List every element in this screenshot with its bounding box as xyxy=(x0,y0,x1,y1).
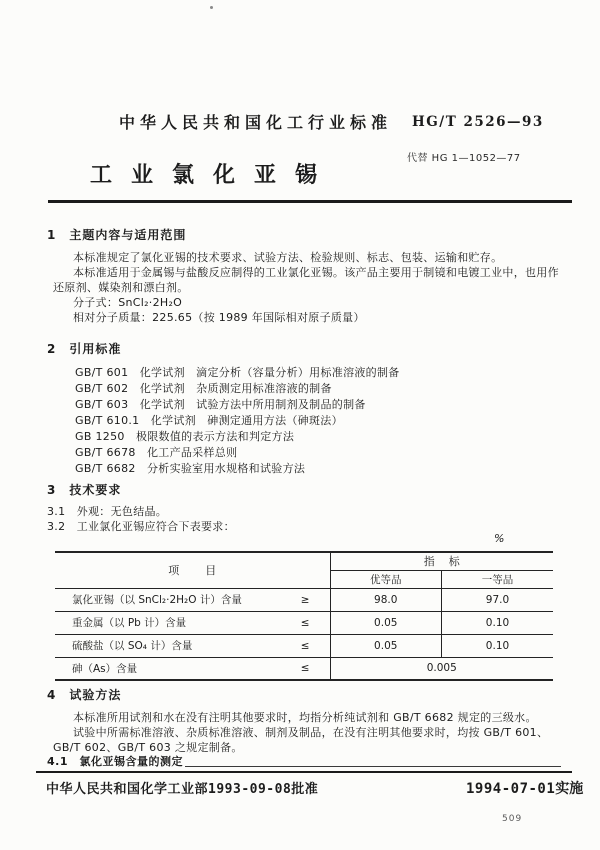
footer-upper-rule xyxy=(185,766,561,767)
row-operator: ≤ xyxy=(300,616,310,629)
section4-heading: 4 试验方法 xyxy=(47,688,122,702)
section4-para1: 本标准所用试剂和水在没有注明其他要求时，均指分析纯试剂和 GB/T 6682 规定的三级水。 xyxy=(73,711,537,724)
row-operator: ≤ xyxy=(300,639,310,652)
row-label-text: 砷（As）含量 xyxy=(72,662,138,675)
row-label-text: 重金属（以 Pb 计）含量 xyxy=(72,617,187,629)
row-operator: ≥ xyxy=(300,593,310,606)
header-rule xyxy=(48,200,572,203)
table-row-label xyxy=(55,657,330,680)
section4-sub-heading: 4.1 氯化亚锡含量的测定 xyxy=(47,755,183,768)
document-title: 工业氯化亚锡 xyxy=(90,163,337,188)
reference-item: GB/T 601 化学试剂 滴定分析（容量分析）用标准溶液的制备 xyxy=(75,366,400,379)
row-operator: ≤ xyxy=(300,662,310,675)
table-cell-first: 0.10 xyxy=(442,634,554,657)
reference-item: GB/T 6678 化工产品采样总则 xyxy=(75,446,238,459)
section1-para2-line2: 还原剂、媒染剂和漂白剂。 xyxy=(53,281,189,294)
section3-heading: 3 技术要求 xyxy=(47,483,122,497)
table-cell-superior: 0.05 xyxy=(330,611,442,634)
reference-item: GB 1250 极限数值的表示方法和判定方法 xyxy=(75,430,295,443)
section4-para2-line1: 试验中所需标准溶液、杂质标准溶液、制剂及制品，在没有注明其他要求时，均按 GB/T 601、 xyxy=(73,726,549,739)
table-row-label xyxy=(55,634,330,657)
section2-heading: 2 引用标准 xyxy=(47,342,122,356)
row-label-text: 硫酸盐（以 SO₄ 计）含量 xyxy=(72,640,193,652)
standard-category: 中华人民共和国化工行业标准 xyxy=(119,113,393,132)
footer-approval xyxy=(46,778,318,797)
table-cell-superior: 0.05 xyxy=(330,634,442,657)
section3-item31: 3.1 外观：无色结晶。 xyxy=(47,505,168,518)
table-header-item: 项目 xyxy=(55,552,330,588)
section1-para2-line1: 本标准适用于金属锡与盐酸反应制得的工业氯化亚锡。该产品主要用于制镜和电镀工业中，也用作 xyxy=(73,266,559,279)
row-label-text: 氯化亚锡（以 SnCl₂·2H₂O 计）含量 xyxy=(72,594,242,606)
approval-date: 1993-09-08 xyxy=(208,782,292,797)
table-cell-span-value: 0.005 xyxy=(330,657,553,680)
replaces-note: 代替 HG 1—1052—77 xyxy=(407,153,521,164)
table-cell-first: 97.0 xyxy=(442,588,554,611)
table-cell-first: 0.10 xyxy=(442,611,554,634)
table-row-label xyxy=(55,588,330,611)
section1-para1: 本标准规定了氯化亚锡的技术要求、试验方法、检验规则、标志、包装、运输和贮存。 xyxy=(73,251,503,264)
approval-suffix: 批准 xyxy=(291,782,319,797)
page-number: 509 xyxy=(502,814,523,824)
standard-code: HG/T 2526—93 xyxy=(412,114,544,130)
molecular-formula: 分子式：SnCl₂·2H₂O xyxy=(73,296,183,309)
footer-rule xyxy=(36,771,572,773)
table-unit-percent: % xyxy=(494,532,505,545)
section4-para2-line2: GB/T 602、GB/T 603 之规定制备。 xyxy=(53,741,243,754)
section1-heading: 1 主题内容与适用范围 xyxy=(47,228,187,242)
implementation-suffix: 实施 xyxy=(555,781,584,797)
table-row-label xyxy=(55,611,330,634)
requirements-table xyxy=(55,551,553,681)
table-header-superior-grade: 优等品 xyxy=(330,570,442,588)
reference-item: GB/T 610.1 化学试剂 砷测定通用方法（砷斑法） xyxy=(75,414,343,427)
reference-item: GB/T 6682 分析实验室用水规格和试验方法 xyxy=(75,462,306,475)
reference-item: GB/T 602 化学试剂 杂质测定用标准溶液的制备 xyxy=(75,382,332,395)
table-cell-superior: 98.0 xyxy=(330,588,442,611)
table-header-first-grade: 一等品 xyxy=(442,570,554,588)
table-header-index: 指标 xyxy=(423,555,474,569)
scan-artifact-dot xyxy=(210,6,213,9)
approval-org: 中华人民共和国化学工业部 xyxy=(46,782,209,797)
footer-implementation xyxy=(466,778,583,798)
reference-item: GB/T 603 化学试剂 试验方法中所用制剂及制品的制备 xyxy=(75,398,366,411)
section3-item32: 3.2 工业氯化亚锡应符合下表要求： xyxy=(47,520,235,533)
molar-mass: 相对分子质量：225.65（按 1989 年国际相对原子质量） xyxy=(73,311,365,324)
implementation-date: 1994-07-01 xyxy=(466,781,556,797)
